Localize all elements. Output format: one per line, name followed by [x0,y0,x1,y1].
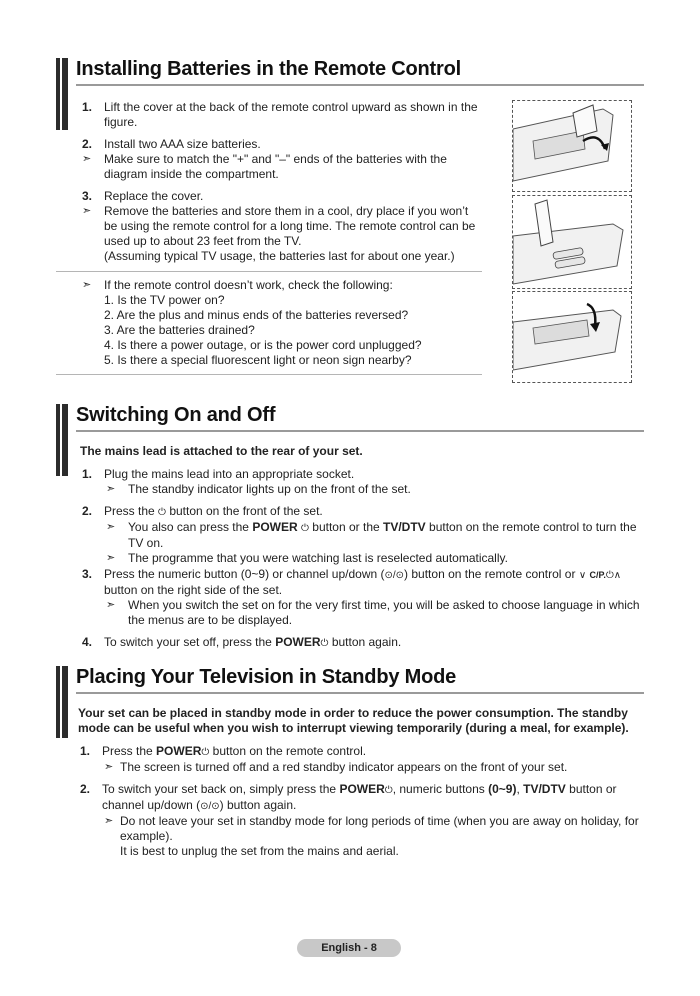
power-icon: ⏻ [201,747,210,758]
section-body [80,444,640,658]
step-2-note: ➣ Make sure to match the "+" and "–" ends of the batteries with the diagram inside the compartment. [82,152,447,181]
arrow-icon: ➣ [106,552,116,564]
power-icon: ⏻ [605,570,614,581]
arrow-icon: ➣ [104,815,114,827]
section-switching [56,404,644,654]
arrow-icon: ➣ [82,205,92,217]
divider [56,271,482,272]
step-2-note: ➣ Do not leave your set in standby mode for long periods of time (when you are away on holiday, for example). It is best to unplug the set from the mains and aerial. [104,814,639,858]
chevron-up-icon: ∧ [613,570,622,581]
remote-batteries-illustration [513,196,631,288]
channel-up-down-icon: ⊙/⊙ [200,801,220,812]
step-4: 4. To switch your set off, press the POWER⏻ button again. [82,635,402,649]
step-3: 3. Press the numeric button (0~9) or channel up/down (⊙/⊙) button on the remote control or ∨ C/P.⏻∧ button on the right side of the set. ➣ When you switch the set on for the very first time, you will be asked to choose language in which the menus are to be displayed. [82,567,640,627]
arrow-icon: ➣ [106,599,116,611]
step-3-note: ➣ Remove the batteries and store them in a cool, dry place if you won’t be using the remote control for a long time. The remote control can be used up to about 23 feet from the TV. (Assuming typical TV usage, the batteries last for about one year.) [82,204,476,263]
remote-open-cover-illustration [513,101,631,191]
page-number-footer: English - 8 [297,939,401,957]
step-1-note: ➣ The standby indicator lights up on the front of the set. [106,482,411,496]
step-1: 1. Lift the cover at the back of the remote control upward as shown in the figure. [82,100,478,129]
remote-close-figure [512,291,632,383]
step-3-note: ➣ When you switch the set on for the very first time, you will be asked to choose language in which the menus are to be displayed. [106,598,640,627]
step-2-note-2: ➣ The programme that you were watching last is reselected automatically. [106,551,508,565]
section-standby [56,666,644,866]
check-item: 4. Is there a power outage, or is the power cord unplugged? [104,338,422,352]
section-lead: Your set can be placed in standby mode in order to reduce the power consumption. The standby mode can be useful when you wish to interrupt viewing temporarily (during a meal, for example). [78,706,629,735]
section-body [78,706,644,866]
troubleshoot-note: ➣ If the remote control doesn’t work, check the following: 1. Is the TV power on? 2. Are the plus and minus ends of the batteries reversed? 3. Are the batteries drained? 4. Is there a power outage, or is the power cord unplugged? 5. Is there a special fluorescent light or neon sign nearby? [80,278,482,368]
section-bar [56,666,68,738]
step-2: 2. To switch your set back on, simply press the POWER⏻, numeric buttons (0~9), TV/DTV button or channel up/down (⊙/⊙) button again. ➣ Do not leave your set in standby mode for long periods of time (when you are away on holiday, for example). It is best to unplug the set from the mains and aerial. [78,782,644,859]
check-item: 2. Are the plus and minus ends of the batteries reversed? [104,308,409,322]
check-item: 5. Is there a special fluorescent light or neon sign nearby? [104,353,412,367]
power-icon: ⏻ [320,638,329,649]
remote-close-cover-illustration [513,292,631,382]
step-2: 2. Install two AAA size batteries. ➣ Make sure to match the "+" and "–" ends of the batteries with the diagram inside the compartment. [80,137,482,182]
step-3: 3. Replace the cover. ➣ Remove the batteries and store them in a cool, dry place if you won’t be using the remote control for a long time. The remote control can be used up to about 23 feet from the TV. (Assuming typical TV usage, the batteries last for about one year.) [80,189,482,264]
power-icon: ⏻ [384,785,393,796]
channel-up-down-icon: ⊙/⊙ [384,570,405,581]
section-title: Placing Your Television in Standby Mode [76,666,644,694]
step-2: 2. Press the ⏻ button on the front of the set. ➣ You also can press the POWER ⏻ button or the TV/DTV button on the remote control to turn the TV on. ➣ The programme that you were watching last is reselected automatically. [80,504,640,566]
section-title: Switching On and Off [76,404,644,432]
arrow-icon: ➣ [82,279,92,291]
remote-batteries-figure [512,195,632,289]
step-1-note: ➣ The screen is turned off and a red standby indicator appears on the front of your set. [104,760,568,774]
section-body [80,100,482,381]
section-lead: The mains lead is attached to the rear of your set. [80,444,363,458]
power-icon: ⏻ [158,507,166,518]
section-title: Installing Batteries in the Remote Control [76,58,644,86]
section-bar [56,404,68,476]
check-item: 1. Is the TV power on? [104,293,225,307]
divider [56,374,482,375]
arrow-icon: ➣ [106,521,116,533]
remote-cover-figure [512,100,632,192]
section-bar [56,58,68,130]
chevron-down-icon: ∨ [578,570,587,581]
power-icon: ⏻ [301,523,309,534]
arrow-icon: ➣ [106,483,116,495]
check-item: 3. Are the batteries drained? [104,323,255,337]
arrow-icon: ➣ [82,153,92,165]
step-1: 1. Press the POWER⏻ button on the remote control. ➣ The screen is turned off and a red standby indicator appears on the front of your set. [78,744,644,775]
step-1: 1. Plug the mains lead into an appropriate socket. ➣ The standby indicator lights up on the front of the set. [80,467,640,497]
step-2-note-1: ➣ You also can press the POWER ⏻ button or the TV/DTV button on the remote control to turn the TV on. [106,520,637,550]
arrow-icon: ➣ [104,761,114,773]
